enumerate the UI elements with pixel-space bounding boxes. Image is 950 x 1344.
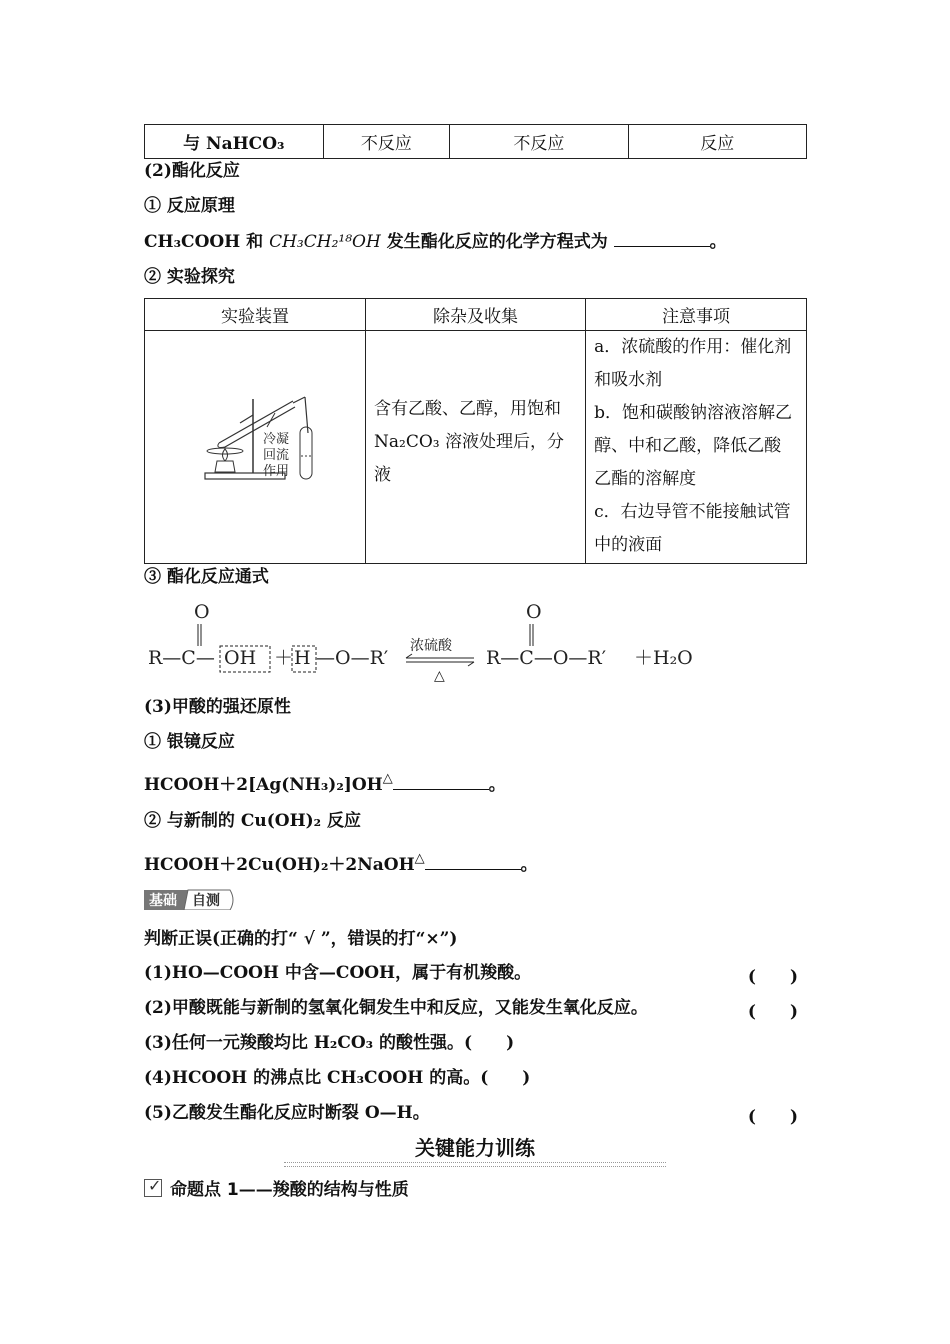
subtopic-line <box>144 1175 409 1200</box>
header-purification: 除杂及收集 <box>366 299 586 331</box>
silver-eq-text: HCOOH＋2[Ag(NH₃)₂]OH <box>144 775 383 795</box>
badge-left: 基础 <box>149 893 177 909</box>
svg-text:H: H <box>294 647 311 669</box>
answer-blank[interactable] <box>393 773 489 790</box>
header-apparatus: 实验装置 <box>145 299 366 331</box>
note-item: a．浓硫酸的作用：催化剂和吸水剂 <box>594 337 792 390</box>
table-cell: 反应 <box>628 125 806 159</box>
section-title: 关键能力训练 <box>415 1136 535 1160</box>
answer-paren[interactable]: ( ) <box>747 1002 798 1022</box>
apparatus-label: 回流 <box>263 448 290 463</box>
apparatus-cell <box>145 331 366 564</box>
principle-prefix: CH₃COOH 和 <box>144 232 264 252</box>
nahco3-table <box>144 124 807 159</box>
cu-heading: ② 与新制的 Cu(OH)₂ 反应 <box>144 811 362 831</box>
apparatus-label: 作用 <box>263 464 290 479</box>
apparatus-diagram <box>145 331 365 563</box>
svg-text:＋H₂O: ＋H₂O <box>634 647 693 669</box>
note-item: c．右边导管不能接触试管中的液面 <box>594 502 791 555</box>
principle-heading: ① 反应原理 <box>144 196 235 216</box>
silver-heading: ① 银镜反应 <box>144 732 235 752</box>
checkbox-icon: ✓ <box>144 1179 162 1197</box>
subtopic-text: ——羧酸的结构与性质 <box>238 1180 409 1200</box>
svg-text:O: O <box>194 601 210 623</box>
principle-end: 。 <box>709 232 727 252</box>
cu-eq-text: HCOOH＋2Cu(OH)₂＋2NaOH <box>144 855 415 875</box>
table-row-label: 与 NaHCO₃ <box>145 125 324 159</box>
answer-paren[interactable]: ( ) <box>747 967 798 987</box>
condition-label: △ <box>434 668 445 684</box>
heat-mark: △ <box>382 771 393 786</box>
catalyst-label: 浓硫酸 <box>410 638 452 654</box>
esterification-equation <box>144 598 724 688</box>
heat-mark: △ <box>414 851 425 866</box>
principle-suffix: 发生酯化反应的化学方程式为 <box>386 232 608 252</box>
subtopic-label: 命题点 1 <box>170 1180 239 1200</box>
svg-text:—O—R′: —O—R′ <box>316 647 389 669</box>
svg-text:＋: ＋ <box>274 647 294 669</box>
purification-cell <box>366 331 586 564</box>
header-notes: 注意事项 <box>586 299 807 331</box>
svg-text:R—C—: R—C— <box>148 647 215 669</box>
badge-right: 自测 <box>192 893 220 909</box>
svg-text:O: O <box>526 601 542 623</box>
section-divider <box>284 1162 666 1167</box>
purification-text: 含有乙酸、乙醇，用饱和 Na₂CO₃ 溶液处理后，分液 <box>374 399 564 485</box>
answer-blank[interactable] <box>425 853 521 870</box>
answer-paren[interactable]: ( ) <box>747 1107 798 1127</box>
self-test-item: (5)乙酸发生酯化反应时断裂 O—H。 <box>144 1103 430 1123</box>
self-test-instruction: 判断正误(正确的打“ √ ”，错误的打“×”) <box>144 929 458 949</box>
cu-equation <box>144 848 538 876</box>
silver-equation <box>144 768 506 796</box>
note-item: b．饱和碳酸钠溶液溶解乙醇、中和乙酸，降低乙酸乙酯的溶解度 <box>594 403 792 489</box>
svg-text:OH: OH <box>224 647 257 669</box>
equation-end: 。 <box>520 855 538 875</box>
exploration-heading: ② 实验探究 <box>144 267 235 287</box>
table-cell: 不反应 <box>450 125 628 159</box>
self-test-item: (3)任何一元羧酸均比 H₂CO₃ 的酸性强。( ) <box>144 1033 515 1053</box>
principle-reactant: CH₃CH₂¹⁸OH <box>269 232 381 252</box>
notes-cell <box>586 331 807 564</box>
self-test-item: (1)HO—COOH 中含—COOH，属于有机羧酸。 <box>144 963 532 983</box>
table-cell: 不反应 <box>323 125 450 159</box>
answer-blank[interactable] <box>614 230 710 247</box>
esterification-heading: (2)酯化反应 <box>144 161 240 181</box>
svg-text:R—C—O—R′: R—C—O—R′ <box>486 647 607 669</box>
formic-heading: (3)甲酸的强还原性 <box>144 697 291 717</box>
self-test-badge <box>144 888 234 910</box>
apparatus-label: 冷凝 <box>263 432 290 447</box>
self-test-item: (4)HCOOH 的沸点比 CH₃COOH 的高。( ) <box>144 1068 531 1088</box>
self-test-item: (2)甲酸既能与新制的氢氧化铜发生中和反应，又能发生氧化反应。 <box>144 998 648 1018</box>
experiment-table <box>144 298 807 564</box>
equation-end: 。 <box>488 775 506 795</box>
general-heading: ③ 酯化反应通式 <box>144 567 269 587</box>
principle-line <box>144 230 727 253</box>
